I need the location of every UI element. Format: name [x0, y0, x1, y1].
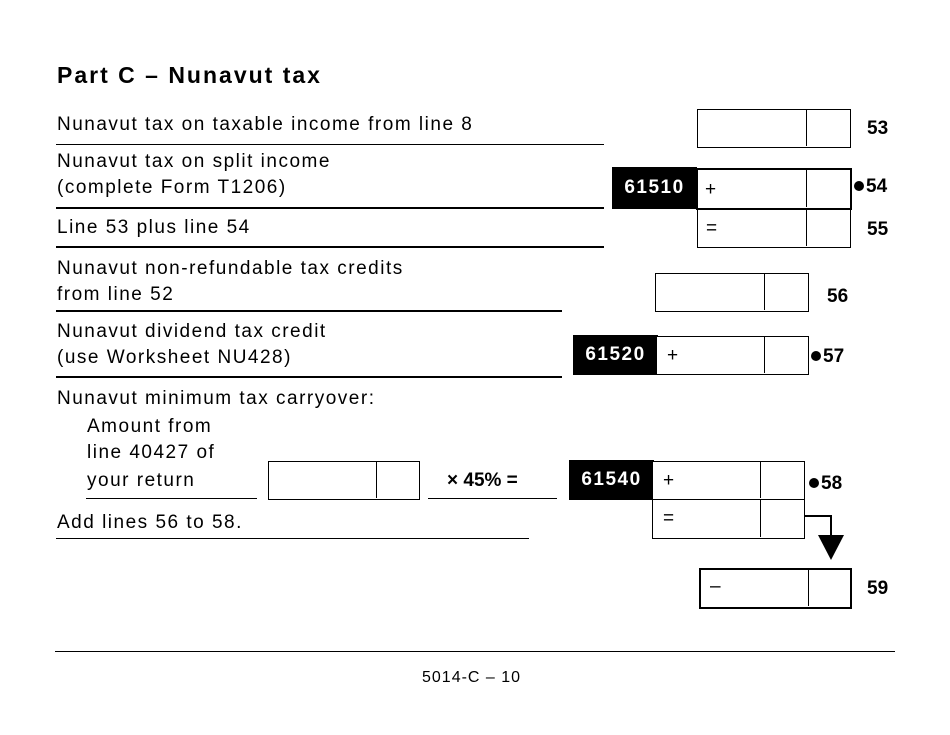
line-54-label-1: Nunavut tax on split income — [57, 151, 331, 172]
cents-divider — [764, 337, 765, 373]
multiplier-underline — [428, 498, 557, 499]
cents-divider — [764, 274, 765, 310]
cents-divider — [760, 500, 761, 537]
line-56-label-1: Nunavut non-refundable tax credits — [57, 258, 404, 279]
section-title: Part C – Nunavut tax — [57, 62, 322, 88]
field-code-61540: 61540 — [569, 460, 654, 500]
footer-rule — [55, 651, 895, 652]
line-54-number-text: 54 — [866, 176, 888, 197]
line-58-sub-1: Amount from — [87, 416, 213, 437]
bullet-icon — [809, 478, 819, 488]
line-59-amount-field[interactable] — [699, 568, 852, 609]
line-54-underline — [56, 207, 604, 209]
line-55-amount-field[interactable] — [697, 209, 851, 248]
line-58-sub-2: line 40427 of — [87, 442, 216, 463]
arrow-line — [804, 516, 831, 536]
line-57-underline — [56, 376, 562, 378]
cents-divider — [376, 462, 377, 498]
line-56-number: 56 — [827, 286, 849, 307]
bullet-icon — [854, 181, 864, 191]
line-57-label-2: (use Worksheet NU428) — [57, 347, 292, 368]
plus-operator: + — [705, 179, 717, 200]
line-57-amount-field[interactable] — [656, 336, 809, 375]
subtotal-label: Add lines 56 to 58. — [57, 512, 243, 533]
line-54-number — [854, 176, 887, 198]
line-54-amount-field[interactable] — [696, 168, 852, 210]
subtotal-amount-field[interactable] — [652, 499, 805, 539]
line-53-amount-field[interactable] — [697, 109, 851, 148]
line-58-number — [809, 473, 842, 495]
arrow-head — [818, 535, 844, 560]
line-57-label-1: Nunavut dividend tax credit — [57, 321, 327, 342]
line-58-heading: Nunavut minimum tax carryover: — [57, 388, 376, 409]
equals-operator: = — [663, 508, 675, 529]
bullet-icon — [811, 351, 821, 361]
line-58-sub-3: your return — [87, 470, 196, 491]
minus-operator: – — [710, 576, 721, 597]
line-57-number — [811, 346, 844, 368]
line-58-sub-underline — [86, 498, 257, 499]
carryover-amount-field[interactable] — [268, 461, 420, 500]
line-53-label: Nunavut tax on taxable income from line 8 — [57, 114, 474, 135]
line-55-number: 55 — [867, 219, 889, 240]
cents-divider — [760, 462, 761, 498]
cents-divider — [806, 170, 807, 207]
line-56-underline — [56, 310, 562, 312]
carry-down-arrow-icon — [800, 512, 850, 564]
line-53-number: 53 — [867, 118, 889, 139]
line-59-number: 59 — [867, 578, 889, 599]
line-58-amount-field[interactable] — [652, 461, 805, 500]
multiplier-label: × 45% = — [447, 470, 518, 491]
field-code-61510: 61510 — [612, 167, 697, 209]
line-56-label-2: from line 52 — [57, 284, 175, 305]
line-56-amount-field[interactable] — [655, 273, 809, 312]
equals-operator: = — [706, 218, 718, 239]
line-55-label: Line 53 plus line 54 — [57, 217, 251, 238]
plus-operator: + — [667, 345, 679, 366]
cents-divider — [806, 110, 807, 146]
plus-operator: + — [663, 470, 675, 491]
line-54-label-2: (complete Form T1206) — [57, 177, 287, 198]
page-number: 5014-C – 10 — [422, 669, 522, 686]
subtotal-underline — [56, 538, 529, 539]
line-58-number-text: 58 — [821, 473, 843, 494]
cents-divider — [808, 570, 809, 606]
line-55-underline — [56, 246, 604, 248]
line-53-underline — [56, 144, 604, 145]
line-57-number-text: 57 — [823, 346, 845, 367]
cents-divider — [806, 210, 807, 246]
field-code-61520: 61520 — [573, 335, 658, 375]
